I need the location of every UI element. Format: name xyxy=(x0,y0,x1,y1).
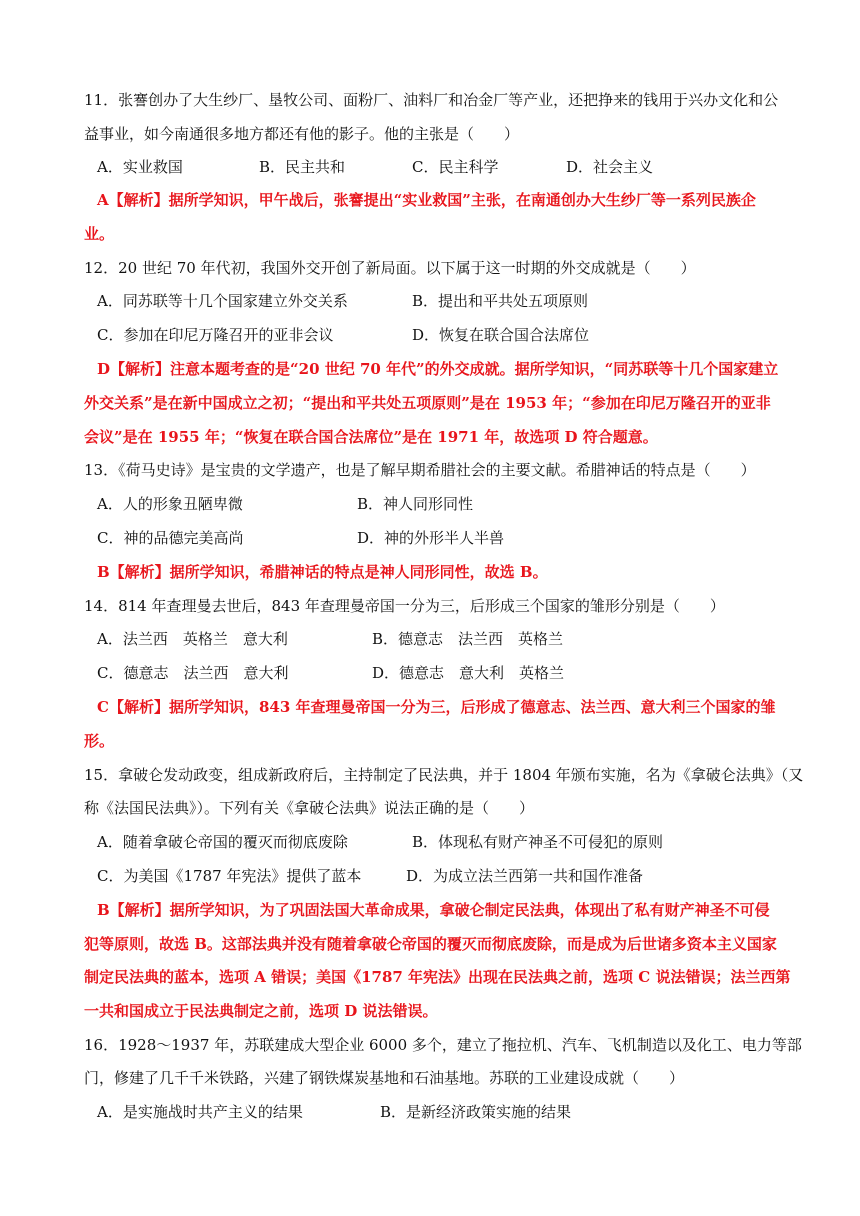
question-11-stem-line-2: 益事业，如今南通很多地方都还有他的影子。他的主张是（ ） xyxy=(84,125,520,143)
question-11-option-b: B．民主共和 xyxy=(259,158,346,176)
question-12-analysis-line-3: 会议”是在 1955 年；“恢复在联合国合法席位”是在 1971 年，故选项 D 符合题意。 xyxy=(84,428,658,446)
question-12-analysis-line-2: 外交关系”是在新中国成立之初；“提出和平共处五项原则”是在 1953 年；“参加在印尼万隆召开的亚非 xyxy=(84,394,771,412)
question-16-stem-line-1: 16．1928～1937 年，苏联建成大型企业 6000 多个，建立了拖拉机、汽车、飞机制造以及化工、电力等部 xyxy=(84,1036,802,1054)
question-12-stem-line-1: 12．20 世纪 70 年代初，我国外交开创了新局面。以下属于这一时期的外交成就是（ ） xyxy=(84,259,696,277)
question-11-analysis-line-1: A【解析】据所学知识，甲午战后，张謇提出“实业救国”主张，在南通创办大生纱厂等一系列民族企 xyxy=(97,191,756,209)
question-11-option-a: A．实业救国 xyxy=(97,158,183,176)
question-14-analysis-line-1: C【解析】据所学知识，843 年查理曼帝国一分为三，后形成了德意志、法兰西、意大利三个国家的雏 xyxy=(97,698,776,716)
question-13-option-c: C．神的品德完美高尚 xyxy=(97,529,244,547)
question-16-stem-line-2: 门，修建了几千千米铁路，兴建了钢铁煤炭基地和石油基地。苏联的工业建设成就（ ） xyxy=(84,1069,685,1087)
question-13-stem-line-1: 13．《荷马史诗》是宝贵的文学遗产，也是了解早期希腊社会的主要文献。希腊神话的特点是（ ） xyxy=(84,461,756,479)
question-14-option-d: D．德意志 意大利 英格兰 xyxy=(372,664,565,682)
question-15-analysis-line-2: 犯等原则，故选 B。这部法典并没有随着拿破仑帝国的覆灭而彻底废除，而是成为后世诸多资本主义国家 xyxy=(84,935,777,953)
question-15-stem-line-2: 称《法国民法典》）。下列有关《拿破仑法典》说法正确的是（ ） xyxy=(84,799,535,817)
question-14-option-c: C．德意志 法兰西 意大利 xyxy=(97,664,289,682)
question-13-option-d: D．神的外形半人半兽 xyxy=(357,529,505,547)
question-12-option-c: C．参加在印尼万隆召开的亚非会议 xyxy=(97,326,334,344)
question-14-stem-line-1: 14．814 年查理曼去世后，843 年查理曼帝国一分为三，后形成三个国家的雏形分别是（ ） xyxy=(84,597,725,615)
question-15-stem-line-1: 15．拿破仑发动政变，组成新政府后，主持制定了民法典，并于 1804 年颁布实施，名为《拿破仑法典》（又 xyxy=(84,766,804,784)
question-15-option-a: A．随着拿破仑帝国的覆灭而彻底废除 xyxy=(97,833,348,851)
question-14-analysis-line-2: 形。 xyxy=(84,732,115,750)
question-14-option-b: B．德意志 法兰西 英格兰 xyxy=(372,630,564,648)
question-13-option-a: A．人的形象丑陋卑微 xyxy=(97,495,243,513)
question-15-option-b: B．体现私有财产神圣不可侵犯的原则 xyxy=(412,833,664,851)
question-15-option-d: D．为成立法兰西第一共和国作准备 xyxy=(406,867,644,885)
question-16-option-a: A．是实施战时共产主义的结果 xyxy=(97,1103,303,1121)
question-11-analysis-line-2: 业。 xyxy=(84,225,115,243)
question-12-analysis-line-1: D【解析】注意本题考查的是“20 世纪 70 年代”的外交成就。据所学知识，“同苏联等十几个国家建立 xyxy=(97,360,779,378)
question-15-analysis-line-4: 一共和国成立于民法典制定之前，选项 D 说法错误。 xyxy=(84,1002,438,1020)
question-15-option-c: C．为美国《1787 年宪法》提供了蓝本 xyxy=(97,867,362,885)
question-15-analysis-line-3: 制定民法典的蓝本，选项 A 错误；美国《1787 年宪法》出现在民法典之前，选项 C 说法错误；法兰西第 xyxy=(84,968,791,986)
question-13-analysis-line-1: B【解析】据所学知识，希腊神话的特点是神人同形同性，故选 B。 xyxy=(97,563,548,581)
question-12-option-b: B．提出和平共处五项原则 xyxy=(412,292,589,310)
question-13-option-b: B．神人同形同性 xyxy=(357,495,474,513)
question-12-option-a: A．同苏联等十几个国家建立外交关系 xyxy=(97,292,348,310)
question-14-option-a: A．法兰西 英格兰 意大利 xyxy=(97,630,288,648)
question-15-analysis-line-1: B【解析】据所学知识，为了巩固法国大革命成果，拿破仑制定民法典，体现出了私有财产神圣不可侵 xyxy=(97,901,770,919)
question-16-option-b: B．是新经济政策实施的结果 xyxy=(380,1103,572,1121)
question-11-option-d: D．社会主义 xyxy=(566,158,654,176)
question-12-option-d: D．恢复在联合国合法席位 xyxy=(412,326,590,344)
question-11-stem-line-1: 11．张謇创办了大生纱厂、垦牧公司、面粉厂、油料厂和冶金厂等产业，还把挣来的钱用于兴办文化和公 xyxy=(84,91,779,109)
question-11-option-c: C．民主科学 xyxy=(412,158,499,176)
